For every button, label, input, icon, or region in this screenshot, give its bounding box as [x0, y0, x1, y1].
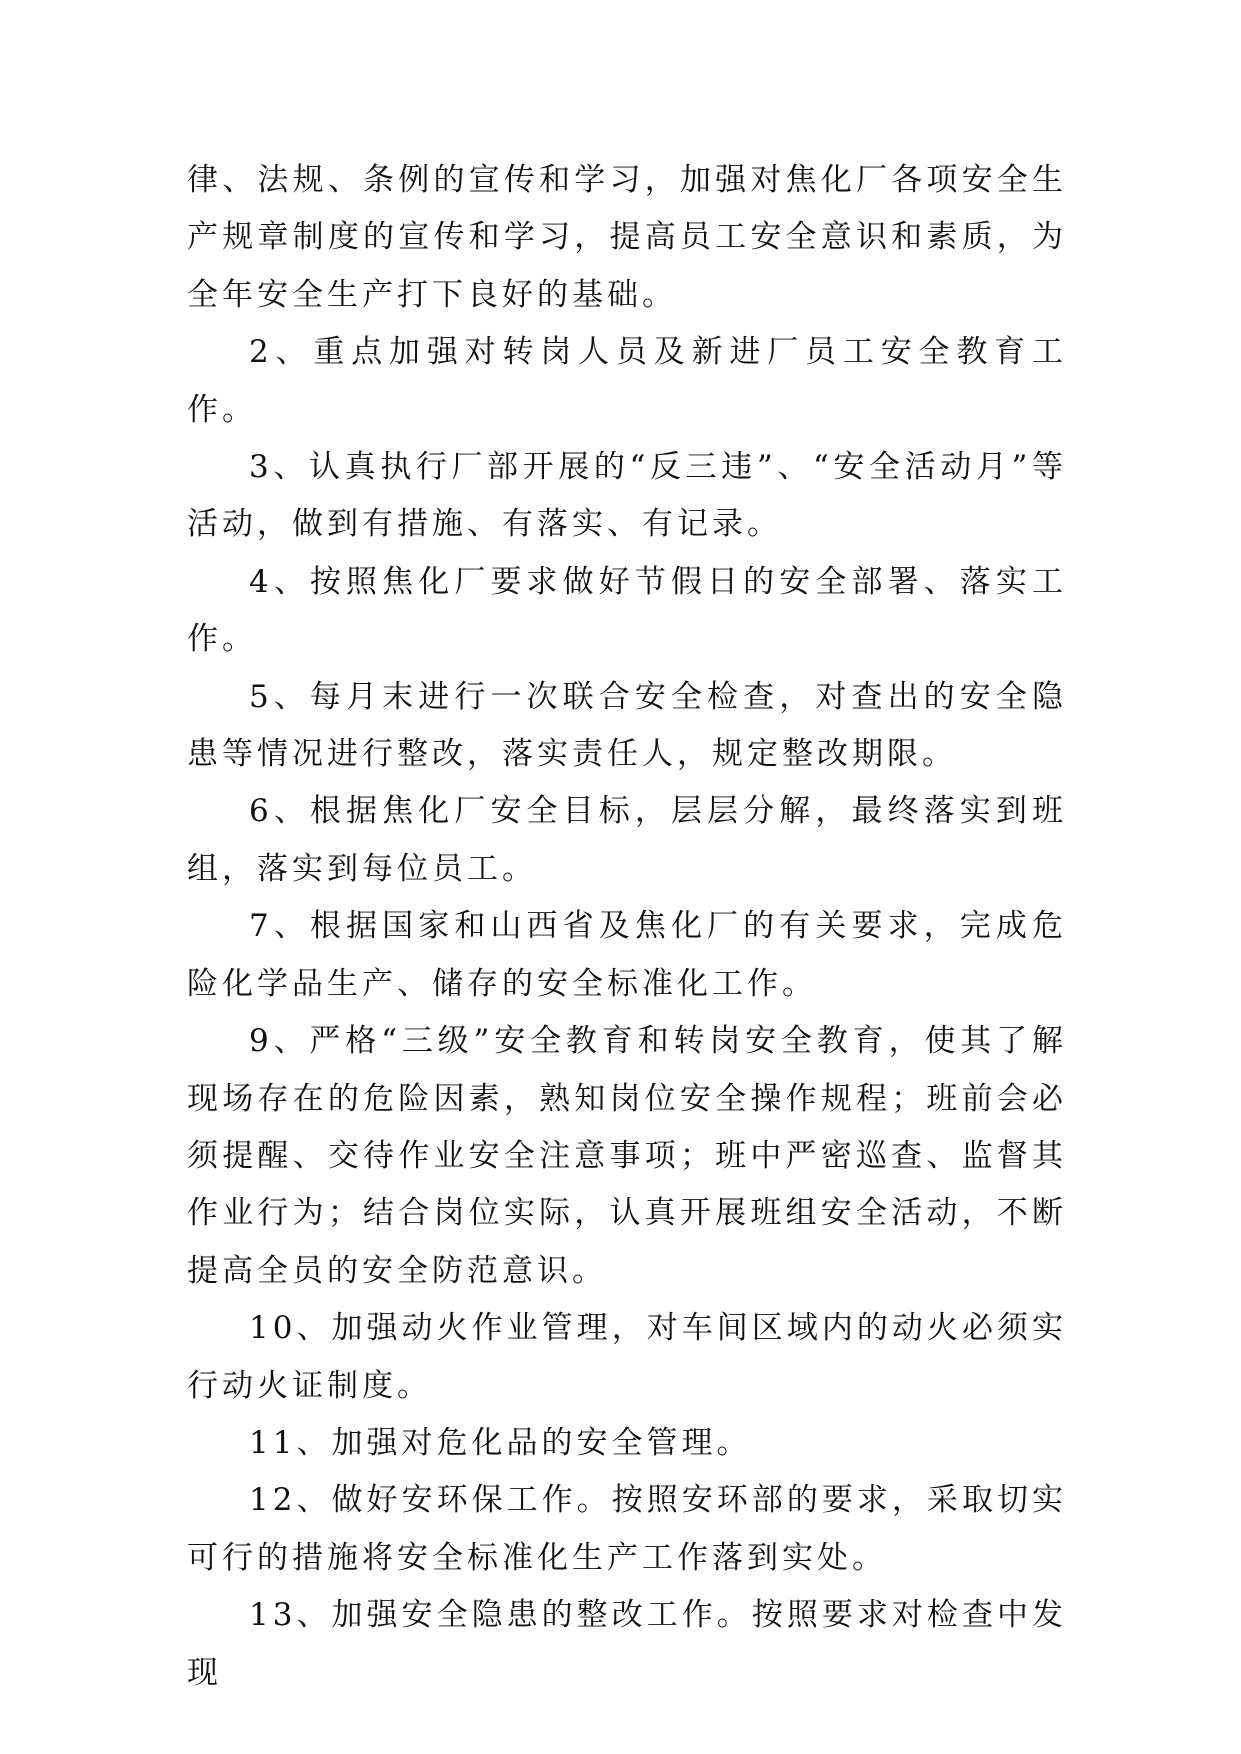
paragraph-item-11: 11、加强对危化品的安全管理。: [249, 1424, 752, 1461]
paragraph-item-12: 12、做好安环保工作。按照安环部的要求，采取切实可行的措施将安全标准化生产工作落到实处。: [187, 1482, 1067, 1576]
paragraph-item-7: 7、根据国家和山西省及焦化厂的有关要求，完成危险化学品生产、储存的安全标准化工作。: [187, 908, 1067, 1002]
paragraph-item-10: 10、加强动火作业管理，对车间区域内的动火必须实行动火证制度。: [187, 1310, 1067, 1404]
paragraph-item-13: 13、加强安全隐患的整改工作。按照要求对检查中发现: [187, 1597, 1067, 1691]
paragraph-item-5: 5、每月末进行一次联合安全检查，对查出的安全隐患等情况进行整改，落实责任人，规定整改期限。: [187, 678, 1067, 773]
paragraph-item-3: 3、认真执行厂部开展的“反三违”、“安全活动月”等活动，做到有措施、有落实、有记录。: [187, 449, 1067, 543]
paragraph-item-4: 4、按照焦化厂要求做好节假日的安全部署、落实工作。: [187, 563, 1067, 658]
document-body: [187, 152, 1067, 1702]
paragraph-item-9: 9、严格“三级”安全教育和转岗安全教育，使其了解现场存在的危险因素，熟知岗位安全操作规程；班前会必须提醒、交待作业安全注意事项；班中严密巡查、监督其作业行为；结合岗位实际，认真开展班组安全活动，不断提高全员的安全防范意识。: [187, 1023, 1067, 1289]
paragraph-item-2: 2、重点加强对转岗人员及新进厂员工安全教育工作。: [187, 334, 1067, 428]
paragraph-continuation: 律、法规、条例的宣传和学习，加强对焦化厂各项安全生产规章制度的宣传和学习，提高员工安全意识和素质，为全年安全生产打下良好的基础。: [187, 162, 1067, 313]
paragraph-item-6: 6、根据焦化厂安全目标，层层分解，最终落实到班组，落实到每位员工。: [187, 793, 1067, 887]
